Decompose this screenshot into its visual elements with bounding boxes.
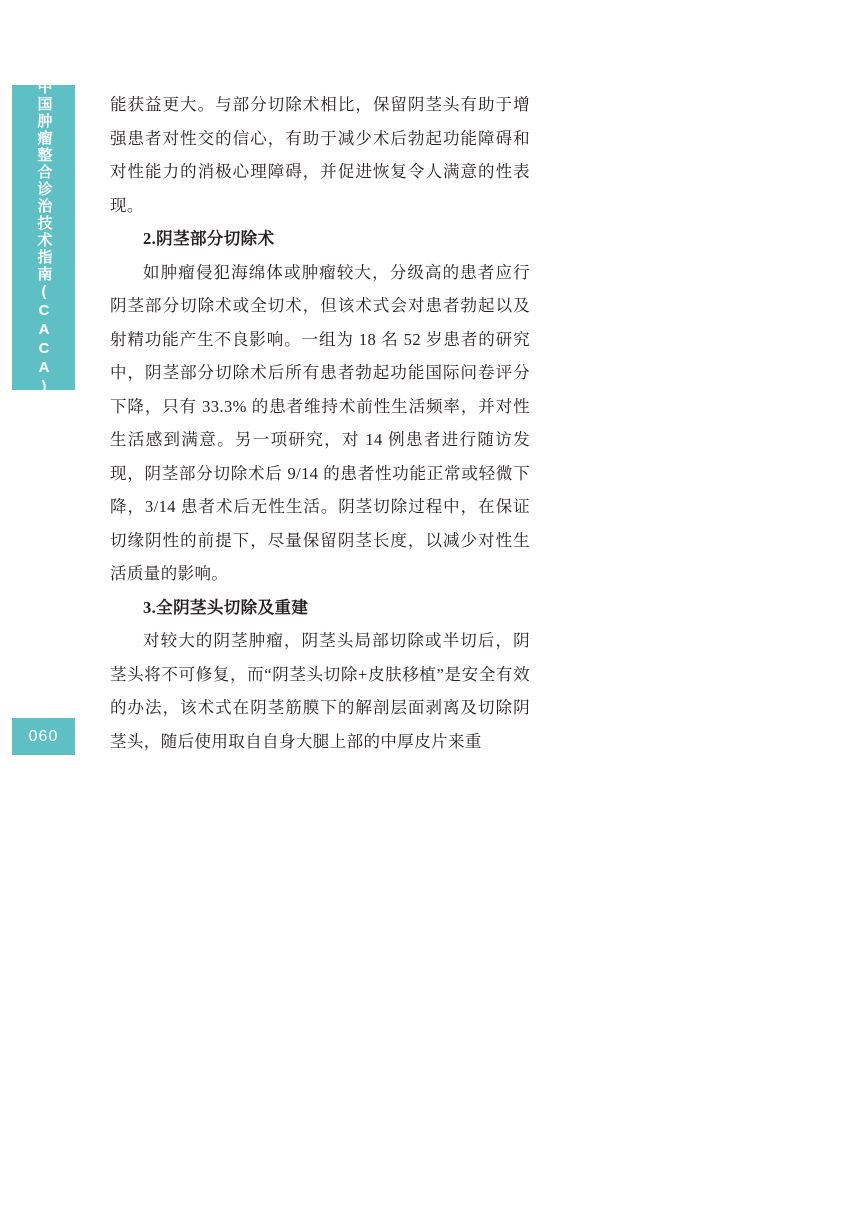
page-number-badge: 060	[12, 718, 75, 755]
body-text-column	[110, 88, 530, 758]
paragraph: 对较大的阴茎肿瘤，阴茎头局部切除或半切后，阴茎头将不可修复，而“阴茎头切除+皮肤移植”是安全有效的办法，该术式在阴茎筋膜下的解剖层面剥离及切除阴茎头，随后使用取自自身大腿上部的中厚皮片来重	[110, 631, 530, 751]
paragraph: 能获益更大。与部分切除术相比，保留阴茎头有助于增强患者对性交的信心，有助于减少术后勃起功能障碍和对性能力的消极心理障碍，并促进恢复令人满意的性表现。	[110, 95, 530, 215]
paragraph: 如肿瘤侵犯海绵体或肿瘤较大，分级高的患者应行阴茎部分切除术或全切术，但该术式会对患者勃起以及射精功能产生不良影响。一组为 18 名 52 岁患者的研究中，阴茎部分切除术后所有患者勃起功能国际问卷评分下降，只有 33.3% 的患者维持术前性生活频率，并对性生活感到满意。另一项研究，对 14 例患者进行随访发现，阴茎部分切除术后 9/14 的患者性功能正常或轻微下降，3/14 患者术后无性生活。阴茎切除过程中，在保证切缘阴性的前提下，尽量保留阴茎长度，以减少对性生活质量的影响。	[110, 262, 530, 583]
section-heading: 2.阴茎部分切除术	[143, 229, 275, 248]
sidebar-title-band	[12, 78, 75, 397]
section-heading: 3.全阴茎头切除及重建	[143, 597, 309, 617]
sidebar-vertical-title: 中国肿瘤整合诊治技术指南(CACA)	[35, 78, 53, 397]
